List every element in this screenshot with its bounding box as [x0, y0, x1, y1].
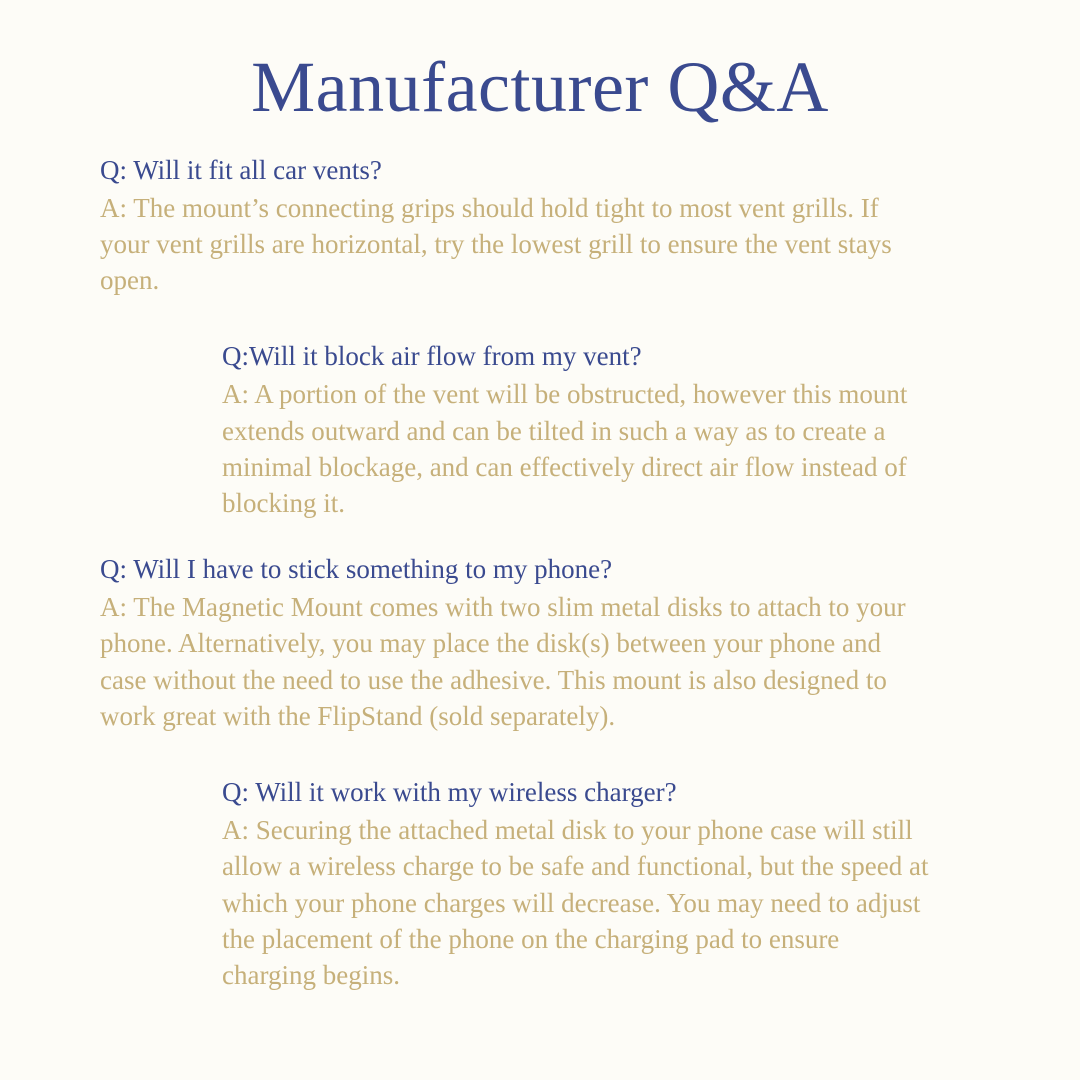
- page-title: Manufacturer Q&A: [251, 47, 829, 127]
- qa-item-3: [60, 551, 1020, 734]
- question-text: Q: Will I have to stick something to my phone?: [100, 554, 613, 585]
- question-text: Q: Will it work with my wireless charger?: [222, 777, 677, 807]
- qa-item-2: [60, 338, 1020, 521]
- block-spacer: [60, 328, 1020, 338]
- answer-text: A: A portion of the vent will be obstructed, however this mount extends outward and can be tilted in such a way as to create a minimal blockage, and can effectively direct air flow instead of blocking it.: [222, 379, 908, 518]
- answer-text: A: The mount’s connecting grips should hold tight to most vent grills. If your vent grills are horizontal, try the lowest grill to ensure the vent stays open.: [100, 192, 892, 296]
- question-text: Q:Will it block air flow from my vent?: [222, 341, 642, 372]
- block-spacer: [60, 764, 1020, 774]
- qa-item-4: [60, 774, 1020, 993]
- qa-item-1: [60, 152, 1020, 299]
- question-text: Q: Will it fit all car vents?: [100, 154, 382, 185]
- answer-text: A: Securing the attached metal disk to your phone case will still allow a wireless charge to be safe and functional, but the speed at which your phone charges will decrease. You may need to adjust the placement of the phone on the charging pad to ensure charging begins.: [222, 815, 929, 990]
- answer-text: A: The Magnetic Mount comes with two slim metal disks to attach to your phone. Alternatively, you may place the disk(s) between your phone and case without the need to use the adhesive. This mount is also designed to work great with the FlipStand (sold separately).: [100, 592, 906, 731]
